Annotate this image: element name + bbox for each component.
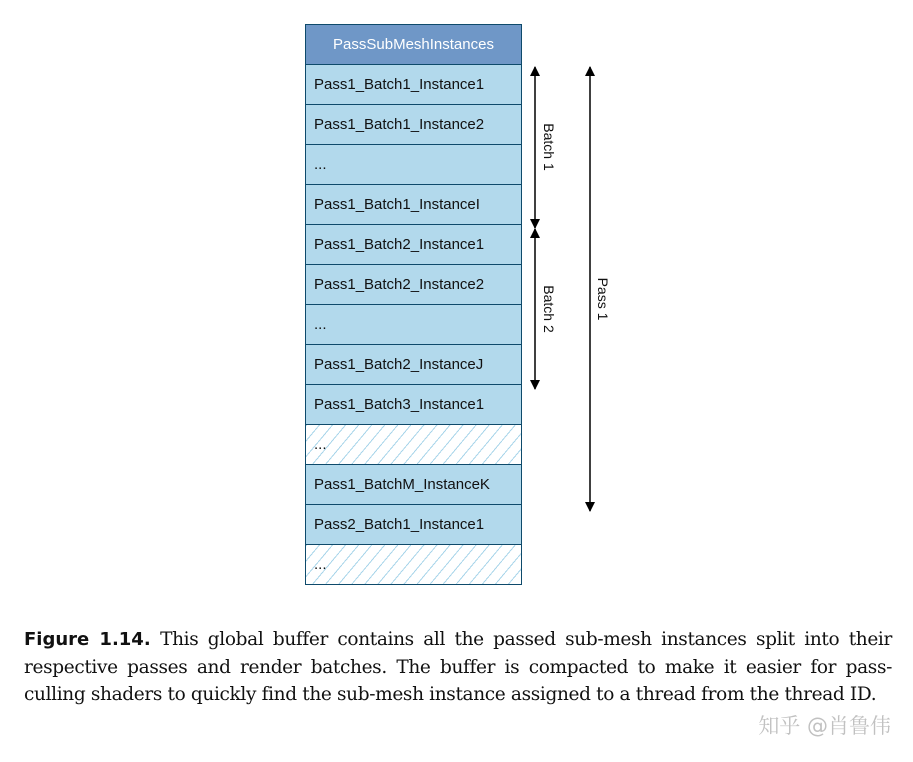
- buffer-row-7: ...: [305, 304, 522, 345]
- buffer-header: PassSubMeshInstances: [305, 24, 522, 65]
- watermark: 知乎 @肖鲁伟: [758, 714, 891, 738]
- buffer-row-5: Pass1_Batch2_Instance1: [305, 224, 522, 265]
- buffer-row-13-hatched: ...: [305, 544, 522, 585]
- pass1-label: Pass 1: [595, 277, 611, 321]
- figure-label: Figure 1.14.: [24, 629, 151, 650]
- buffer-row-2: Pass1_Batch1_Instance2: [305, 104, 522, 145]
- figure-caption: [24, 626, 892, 709]
- buffer-row-9: Pass1_Batch3_Instance1: [305, 384, 522, 425]
- batch2-label: Batch 2: [541, 285, 557, 333]
- buffer-row-12: Pass2_Batch1_Instance1: [305, 504, 522, 545]
- buffer-row-11: Pass1_BatchM_InstanceK: [305, 464, 522, 505]
- buffer-row-6: Pass1_Batch2_Instance2: [305, 264, 522, 305]
- buffer-row-1: Pass1_Batch1_Instance1: [305, 64, 522, 105]
- batch1-label: Batch 1: [541, 123, 557, 171]
- buffer-row-4: Pass1_Batch1_InstanceI: [305, 184, 522, 225]
- figure-caption-text: This global buffer contains all the passed sub-mesh instances split into their respective passes and render batches. The buffer is compacted to make it easier for pass-culling shaders to quickly find the sub-mesh instance assigned to a thread from the thread ID.: [24, 629, 892, 705]
- buffer-row-3: ...: [305, 144, 522, 185]
- buffer-row-10-hatched: ...: [305, 424, 522, 465]
- buffer-row-8: Pass1_Batch2_InstanceJ: [305, 344, 522, 385]
